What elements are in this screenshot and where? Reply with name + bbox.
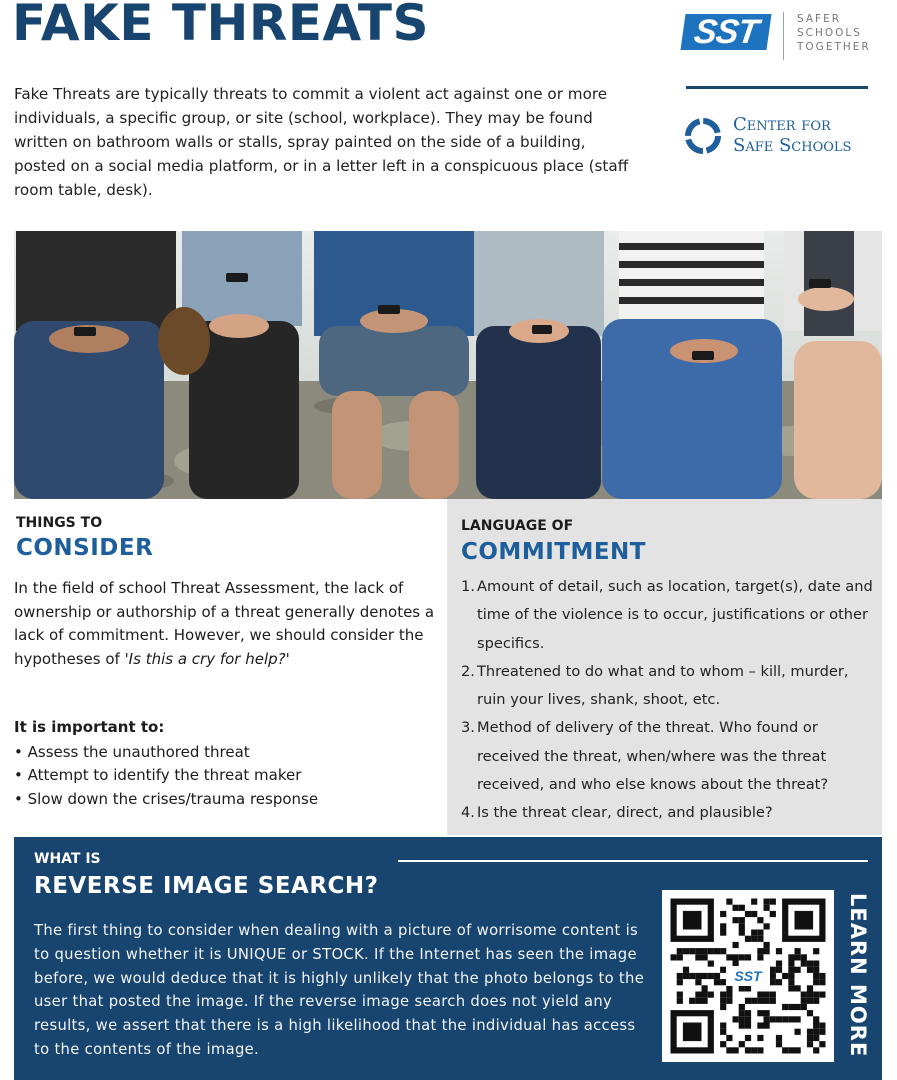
things-to-consider-section: [14, 499, 442, 835]
item-number: 2.: [461, 662, 475, 680]
sst-tagline: [797, 12, 871, 54]
qr-code[interactable]: [662, 890, 834, 1062]
photo-illustration: [14, 231, 882, 499]
item-text: Amount of detail, such as location, target(s), date and time of the violence is to occur, justifications or other specifics.: [477, 578, 873, 652]
list-item: [461, 799, 876, 827]
item-number: 4.: [461, 804, 475, 822]
list-item: • Slow down the crises/trauma response: [14, 788, 318, 811]
sst-logo-mark: SST: [680, 14, 771, 50]
item-text: Threatened to do what and to whom – kill, murder, ruin your lives, shank, shoot, etc.: [477, 662, 849, 709]
sst-logo: [683, 12, 883, 64]
page-title: FAKE THREATS: [12, 0, 429, 52]
consider-body: In the field of school Threat Assessment, the lack of ownership or authorship of a threat generally denotes a lack of commitment. However, we should consider the hypotheses of: [14, 579, 435, 668]
section-divider: [398, 860, 868, 862]
important-list: [14, 741, 318, 811]
item-text: Is the threat clear, direct, and plausible?: [477, 804, 773, 822]
consider-paragraph: [14, 577, 436, 671]
reverse-image-search-section: [14, 837, 882, 1080]
consider-kicker: THINGS TO: [16, 515, 103, 531]
language-of-commitment-section: [447, 499, 882, 835]
commitment-heading: COMMITMENT: [461, 539, 646, 565]
item-text: Method of delivery of the threat. Who found or received the threat, when/where was the threat received, and who else knows about the threat?: [477, 719, 829, 794]
consider-quote: 'Is this a cry for help?': [124, 649, 290, 668]
center-for-safe-schools-logo: [683, 114, 883, 160]
learn-more-label: LEARN MORE: [846, 893, 870, 1058]
csc-wordmark: [733, 114, 851, 156]
sst-tagline-line: TOGETHER: [797, 41, 871, 53]
commitment-list: [461, 573, 876, 828]
csc-line: Center for: [733, 114, 831, 135]
item-number: 3.: [461, 719, 475, 737]
item-number: 1.: [461, 578, 475, 595]
intro-paragraph: Fake Threats are typically threats to commit a violent act against one or more individuals, a specific group, or site (school, workplace). They may be found written on bathroom walls or stalls, spray painted on the side of a building, posted on a social media platform, or in a letter left in a conspicuous place (staff room table, desk).: [14, 85, 629, 199]
teens-on-phones-photo: [14, 231, 882, 499]
logo-separator: [783, 12, 784, 60]
important-label: It is important to:: [14, 718, 165, 736]
reverse-heading: REVERSE IMAGE SEARCH?: [34, 873, 379, 899]
qr-code-icon: [662, 890, 834, 1062]
sst-tagline-line: SCHOOLS: [797, 27, 862, 39]
csc-line: Safe Schools: [733, 135, 852, 156]
commitment-kicker: LANGUAGE OF: [461, 518, 574, 534]
csc-ring-icon: [683, 116, 723, 156]
list-item: • Attempt to identify the threat maker: [14, 764, 318, 787]
list-item: • Assess the unauthored threat: [14, 741, 318, 764]
reverse-kicker: WHAT IS: [34, 851, 101, 867]
sst-tagline-line: SAFER: [797, 13, 842, 25]
logo-divider: [686, 86, 868, 89]
list-item: [461, 573, 876, 658]
list-item: [461, 658, 876, 715]
list-item: [461, 714, 876, 799]
consider-heading: CONSIDER: [16, 535, 154, 561]
qr-center-label: SST: [734, 968, 762, 984]
reverse-paragraph: The first thing to consider when dealing with a picture of worrisome content is to question whether it is UNIQUE or STOCK. If the Internet has seen the image before, we would deduce that it is highly unlikely that the photo belongs to the user that posted the image. If the reverse image search does not yield any results, we assert that there is a high likelihood that the individual has access to the contents of the image.: [34, 922, 645, 1058]
